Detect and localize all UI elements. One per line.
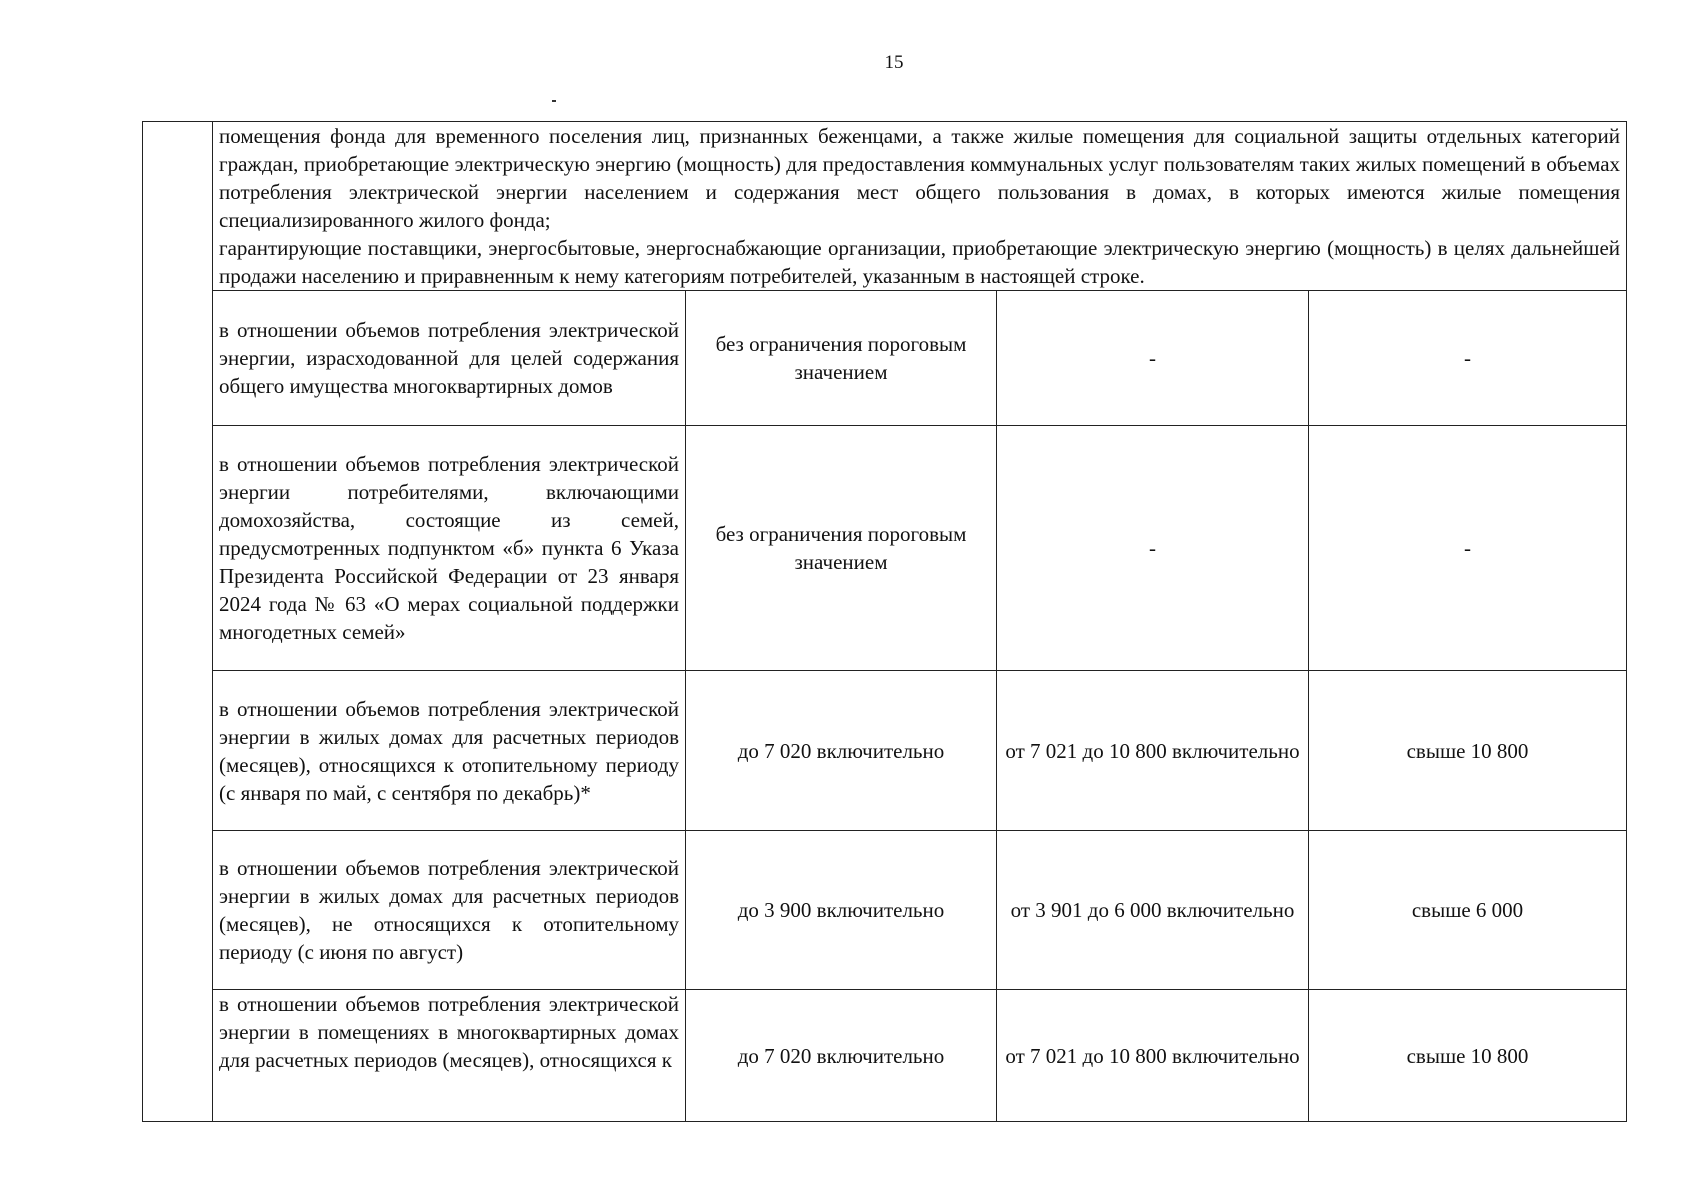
- range-3-cell: свыше 6 000: [1309, 831, 1627, 990]
- range-2-cell: -: [997, 291, 1309, 426]
- row-description: в отношении объемов потребления электрической энергии в жилых домах для расчетных периодов (месяцев), не относящихся к отопительному периоду (с июня по август): [213, 831, 686, 990]
- table-row: [143, 671, 1627, 831]
- range-1-cell: до 7 020 включительно: [686, 990, 997, 1122]
- intro-paragraph-1: помещения фонда для временного поселения лиц, признанных беженцами, а также жилые помещения для социальной защиты отдельных категорий граждан, приобретающие электрическую энергию (мощность) для предоставления коммунальных услуг пользователям таких жилых помещений в объемах потребления электрической энергии населением и содержания мест общего пользования в домах, в которых имеются жилые помещения специализированного жилого фонда;: [219, 124, 1621, 232]
- scan-mark: [552, 100, 556, 102]
- row-number-cell: [143, 122, 213, 1122]
- range-3-cell: -: [1309, 291, 1627, 426]
- row-description: в отношении объемов потребления электрической энергии, израсходованной для целей содержания общего имущества многоквартирных домов: [213, 291, 686, 426]
- row-description: в отношении объемов потребления электрической энергии потребителями, включающими домохозяйства, состоящие из семей, предусмотренных подпунктом «б» пункта 6 Указа Президента Российской Федерации от 23 января 2024 года № 63 «О мерах социальной поддержки многодетных семей»: [213, 426, 686, 671]
- table-row-intro: [143, 122, 1627, 291]
- page-number: 15: [884, 52, 904, 73]
- range-2-cell: от 7 021 до 10 800 включительно: [997, 990, 1309, 1122]
- range-2-cell: -: [997, 426, 1309, 671]
- table-row: [143, 831, 1627, 990]
- range-3-cell: свыше 10 800: [1309, 990, 1627, 1122]
- intro-cell: [213, 122, 1627, 291]
- range-1-cell: до 3 900 включительно: [686, 831, 997, 990]
- range-3-cell: -: [1309, 426, 1627, 671]
- range-1-cell: без ограничения пороговым значением: [686, 291, 997, 426]
- range-1-cell: без ограничения пороговым значением: [686, 426, 997, 671]
- range-3-cell: свыше 10 800: [1309, 671, 1627, 831]
- range-1-cell: до 7 020 включительно: [686, 671, 997, 831]
- table-row: [143, 426, 1627, 671]
- tariff-table: [142, 121, 1627, 1122]
- table-row: [143, 990, 1627, 1122]
- row-description: в отношении объемов потребления электрической энергии в жилых домах для расчетных периодов (месяцев), относящихся к отопительному периоду (с января по май, с сентября по декабрь)*: [213, 671, 686, 831]
- row-description: в отношении объемов потребления электрической энергии в помещениях в многоквартирных домах для расчетных периодов (месяцев), относящихся к: [213, 990, 686, 1122]
- range-2-cell: от 3 901 до 6 000 включительно: [997, 831, 1309, 990]
- intro-paragraph-2: гарантирующие поставщики, энергосбытовые, энергоснабжающие организации, приобретающие электрическую энергию (мощность) в целях дальнейшей продажи населению и приравненным к нему категориям потребителей, указанным в настоящей строке.: [219, 236, 1621, 288]
- table-row: [143, 291, 1627, 426]
- range-2-cell: от 7 021 до 10 800 включительно: [997, 671, 1309, 831]
